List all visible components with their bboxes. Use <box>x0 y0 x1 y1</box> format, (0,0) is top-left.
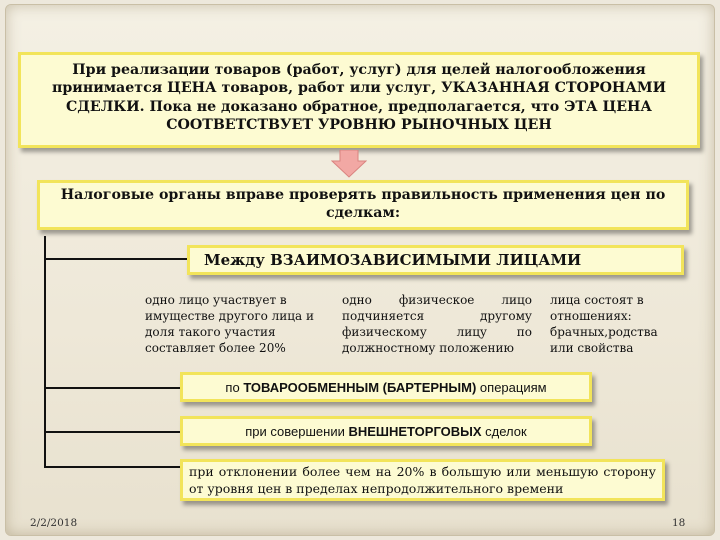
intro-box <box>18 52 700 148</box>
related-parties-box <box>187 245 684 275</box>
bracket-foreign-line <box>44 431 182 433</box>
slide-page-number: 18 <box>672 517 686 529</box>
bracket-vertical-line <box>44 236 46 468</box>
authority-box <box>37 180 689 230</box>
related-emphasis: ВЗАИМОЗАВИСИМЫМИ ЛИЦАМИ <box>270 251 582 269</box>
bracket-barter-line <box>44 387 182 389</box>
arrow-down-icon <box>331 150 367 178</box>
criterion-share: одно лицо участвует в имуществе другого лица и доля такого участия составляет более 20% <box>145 293 314 355</box>
bracket-top-line <box>44 258 194 260</box>
barter-box <box>180 372 592 402</box>
slide-date: 2/2/2018 <box>30 517 78 529</box>
price-deviation-box <box>180 459 665 501</box>
intro-text: При реализации товаров (работ, услуг) для целей налогообложения принимается ЦЕНА товаров, работ или услуг, УКАЗАННАЯ СТОРОНАМИ СДЕЛКИ. Пока не доказано обратное, предполагается, что ЭТА ЦЕНА СООТВЕТСТВУЕТ УРОВНЮ РЫНОЧНЫХ ЦЕН <box>52 62 666 134</box>
foreign-emphasis: ВНЕШНЕТОРГОВЫХ <box>348 424 482 439</box>
deviation-text: при отклонении более чем на 20% в большую или меньшую сторону от уровня цен в пределах непродолжительного времени <box>189 464 656 496</box>
criterion-relations: лица состоят в отношениях: брачных,родства или свойства <box>550 293 658 355</box>
authority-text: Налоговые органы вправе проверять правильность применения цен по сделкам: <box>60 187 666 222</box>
foreign-prefix: при совершении <box>245 424 349 439</box>
bracket-bottom-line <box>44 466 182 468</box>
foreign-trade-box <box>180 416 592 446</box>
foreign-suffix: сделок <box>481 424 527 439</box>
barter-prefix: по <box>225 380 244 395</box>
barter-emphasis: ТОВАРООБМЕННЫМ (БАРТЕРНЫМ) <box>243 380 477 395</box>
related-prefix: Между <box>204 251 271 269</box>
criterion-physical: одно физическое лицо подчиняется другому физическому лицу по должностному положению <box>342 293 532 355</box>
barter-suffix: операциям <box>476 380 547 395</box>
